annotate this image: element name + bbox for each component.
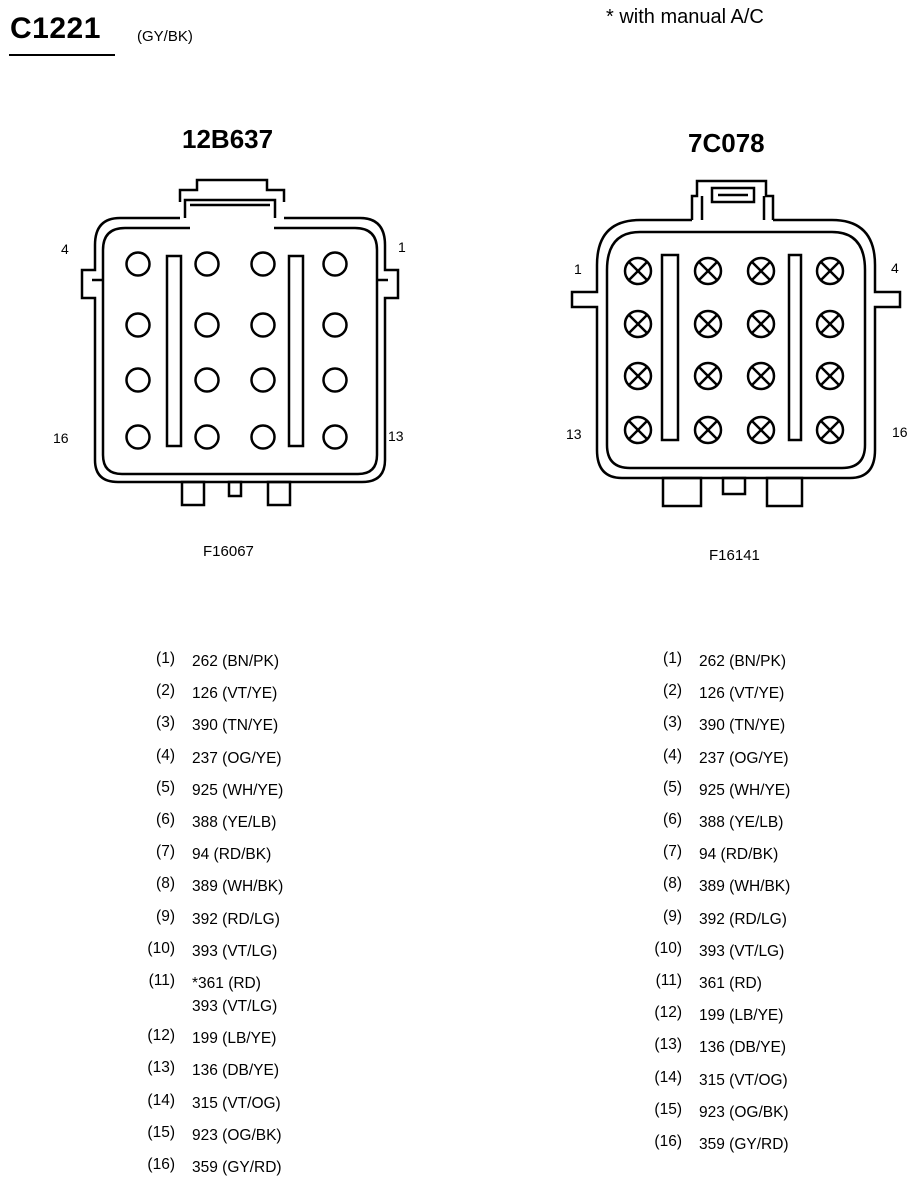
pin-circuit: 315 (VT/OG) (699, 1071, 788, 1089)
left-pin-socket (127, 314, 150, 337)
pin-circuit: 237 (OG/YE) (192, 749, 282, 767)
pin-circuit: 393 (VT/LG) (192, 998, 278, 1015)
pin-number: (16) (147, 1156, 175, 1173)
pin-number: (14) (654, 1068, 682, 1086)
right-pin-label-top-left: 1 (574, 261, 582, 277)
pin-circuit: 390 (TN/YE) (192, 717, 279, 735)
pin-circuit: 392 (RD/LG) (699, 910, 787, 928)
pin-number: (11) (655, 972, 682, 989)
connector-color-code: (GY/BK) (137, 28, 193, 45)
right-pin-socket (817, 258, 843, 284)
right-pin-socket (817, 311, 843, 337)
pin-circuit: 94 (RD/BK) (699, 846, 779, 864)
right-pin-socket (625, 311, 651, 337)
pin-circuit: 136 (DB/YE) (699, 1039, 787, 1057)
pin-number: (1) (156, 650, 175, 667)
pin-circuit: *361 (RD) (192, 975, 261, 992)
left-pin-socket (324, 253, 347, 276)
left-pin-socket (196, 426, 219, 449)
right-pin-socket (748, 363, 774, 389)
pin-circuit: 925 (WH/YE) (192, 781, 284, 799)
pin-circuit: 94 (RD/BK) (192, 846, 272, 864)
left-pin-socket (324, 314, 347, 337)
right-pin-socket (748, 311, 774, 337)
pin-circuit: 126 (VT/YE) (699, 685, 785, 703)
left-connector-diagram (80, 178, 400, 513)
pin-number: (11) (148, 972, 175, 989)
pin-number: (15) (147, 1123, 175, 1141)
pin-number: (1) (663, 650, 682, 667)
left-pin-socket (324, 369, 347, 392)
pin-circuit: 262 (BN/PK) (192, 653, 280, 670)
pin-circuit: 315 (VT/OG) (192, 1094, 281, 1112)
pin-number: (4) (663, 746, 682, 764)
pin-number: (14) (147, 1091, 175, 1109)
left-pin-label-bottom-left: 16 (53, 430, 69, 446)
right-pin-label-top-right: 4 (891, 260, 899, 276)
pin-number: (9) (156, 907, 175, 925)
pin-number: (4) (156, 746, 175, 764)
pin-circuit: 388 (YE/LB) (192, 814, 277, 831)
pin-circuit: 923 (OG/BK) (192, 1126, 282, 1144)
right-pin-socket (695, 363, 721, 389)
left-pin-socket (127, 369, 150, 392)
right-pin-socket (817, 417, 843, 443)
pin-circuit: 923 (OG/BK) (699, 1103, 789, 1121)
pin-circuit: 925 (WH/YE) (699, 781, 791, 799)
pin-number: (7) (156, 843, 175, 861)
left-figure-id: F16067 (203, 543, 254, 560)
pin-number: (12) (147, 1027, 175, 1045)
connector-title: C1221 (10, 12, 101, 45)
left-pin-label-top-left: 4 (61, 241, 69, 257)
pin-circuit: 388 (YE/LB) (699, 814, 784, 831)
pin-circuit: 359 (GY/RD) (192, 1159, 282, 1176)
left-pin-socket (252, 426, 275, 449)
right-pin-label-bottom-left: 13 (566, 426, 582, 442)
left-pin-socket (196, 253, 219, 276)
pin-circuit: 361 (RD) (699, 975, 762, 992)
right-pin-socket (695, 417, 721, 443)
pin-circuit: 262 (BN/PK) (699, 653, 787, 670)
pin-number: (6) (663, 811, 682, 828)
left-connector-part-number: 12B637 (182, 124, 274, 154)
pin-number: (8) (663, 875, 682, 893)
pin-circuit: 359 (GY/RD) (699, 1136, 789, 1153)
right-pin-socket (625, 363, 651, 389)
left-pin-socket (127, 253, 150, 276)
pin-number: (3) (156, 714, 175, 732)
pin-circuit: 199 (LB/YE) (699, 1007, 784, 1025)
pin-number: (5) (156, 778, 175, 796)
pin-number: (9) (663, 907, 682, 925)
pin-number: (10) (147, 939, 175, 957)
pin-number: (7) (663, 843, 682, 861)
pin-circuit: 392 (RD/LG) (192, 910, 280, 928)
pin-circuit: 389 (WH/BK) (699, 878, 791, 896)
left-pin-socket (196, 314, 219, 337)
title-underline (9, 54, 115, 56)
pin-number: (5) (663, 778, 682, 796)
pin-circuit: 389 (WH/BK) (192, 878, 284, 896)
right-pin-socket (625, 258, 651, 284)
pin-circuit: 237 (OG/YE) (699, 749, 789, 767)
left-pin-socket (252, 314, 275, 337)
pin-circuit: 393 (VT/LG) (192, 942, 278, 960)
pin-number: (6) (156, 811, 175, 828)
pin-circuit: 126 (VT/YE) (192, 685, 278, 703)
manual-ac-note: * with manual A/C (606, 6, 764, 28)
pin-circuit: 390 (TN/YE) (699, 717, 786, 735)
right-pin-socket (695, 311, 721, 337)
right-pin-socket (625, 417, 651, 443)
right-connector-diagram (565, 176, 905, 511)
right-pin-socket (748, 258, 774, 284)
right-connector-part-number: 7C078 (688, 128, 765, 158)
left-pin-label-top-right: 1 (398, 239, 406, 255)
right-pin-socket (817, 363, 843, 389)
pin-circuit: 199 (LB/YE) (192, 1030, 277, 1048)
left-pin-label-bottom-right: 13 (388, 428, 404, 444)
pin-number: (16) (654, 1133, 682, 1150)
pin-number: (13) (654, 1036, 682, 1054)
pin-number: (13) (147, 1059, 175, 1077)
pin-number: (15) (654, 1100, 682, 1118)
pin-number: (10) (654, 939, 682, 957)
left-pin-socket (127, 426, 150, 449)
pin-number: (8) (156, 875, 175, 893)
pin-number: (12) (654, 1004, 682, 1022)
left-pin-socket (252, 369, 275, 392)
pin-circuit: 136 (DB/YE) (192, 1062, 280, 1080)
right-pin-socket (695, 258, 721, 284)
left-pin-socket (196, 369, 219, 392)
right-figure-id: F16141 (709, 547, 760, 564)
right-pin-socket (748, 417, 774, 443)
pin-number: (3) (663, 714, 682, 732)
pin-number: (2) (156, 682, 175, 700)
pin-number: (2) (663, 682, 682, 700)
left-pin-socket (252, 253, 275, 276)
pin-circuit: 393 (VT/LG) (699, 942, 785, 960)
right-pin-label-bottom-right: 16 (892, 424, 908, 440)
left-pin-socket (324, 426, 347, 449)
